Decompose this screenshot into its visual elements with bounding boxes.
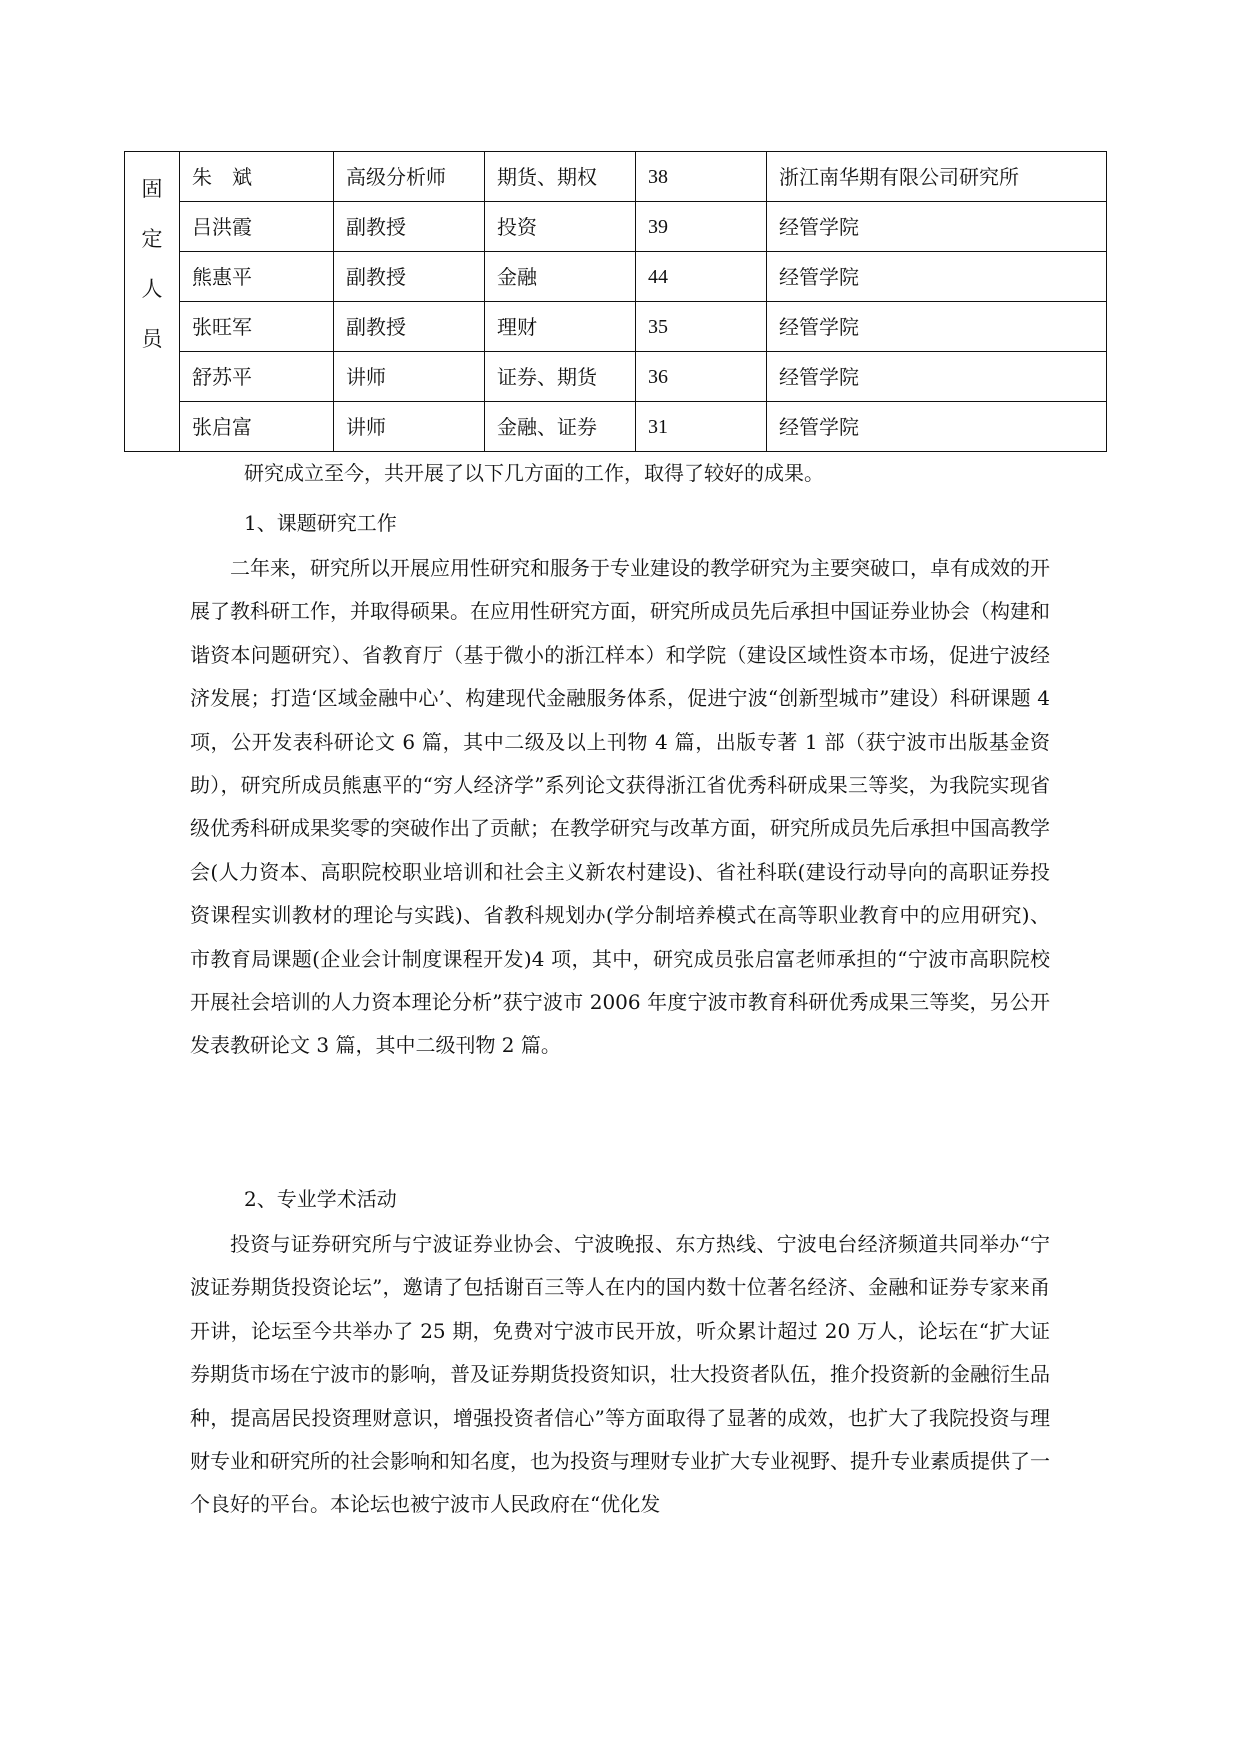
cell-age: 39 bbox=[636, 202, 767, 252]
cell-title: 副教授 bbox=[334, 302, 485, 352]
table-row bbox=[125, 252, 1107, 302]
cell-title: 讲师 bbox=[334, 402, 485, 452]
cell-unit: 经管学院 bbox=[767, 252, 1107, 302]
cell-field: 金融、证券 bbox=[485, 402, 636, 452]
section-paragraph-activities: 投资与证券研究所与宁波证券业协会、宁波晚报、东方热线、宁波电台经济频道共同举办“宁波证券期货投资论坛”，邀请了包括谢百三等人在内的国内数十位著名经济、金融和证券专家来甬开讲，论坛至今共举办了 25 期，免费对宁波市民开放，听众累计超过 20 万人，论坛在“扩大证券期货市场在宁波市的影响，普及证券期货投资知识，壮大投资者队伍，推介投资新的金融衍生品种，提高居民投资理财意识，增强投资者信心”等方面取得了显著的成效，也扩大了我院投资与理财专业和研究所的社会影响和知名度，也为投资与理财专业扩大专业视野、提升专业素质提供了一个良好的平台。本论坛也被宁波市人民政府在“优化发 bbox=[190, 1232, 1050, 1517]
cell-age: 38 bbox=[636, 152, 767, 202]
cell-age: 36 bbox=[636, 352, 767, 402]
cell-field: 金融 bbox=[485, 252, 636, 302]
table-row bbox=[125, 402, 1107, 452]
group-label-cell bbox=[125, 152, 180, 452]
table-row bbox=[125, 302, 1107, 352]
group-label: 固定人员 bbox=[141, 177, 163, 351]
cell-unit: 经管学院 bbox=[767, 202, 1107, 252]
cell-age: 31 bbox=[636, 402, 767, 452]
staff-table bbox=[124, 151, 1107, 452]
cell-field: 期货、期权 bbox=[485, 152, 636, 202]
section-paragraph-research: 二年来，研究所以开展应用性研究和服务于专业建设的教学研究为主要突破口，卓有成效的开展了教科研工作，并取得硕果。在应用性研究方面，研究所成员先后承担中国证券业协会（构建和谐资本问题研究）、省教育厅（基于微小的浙江样本）和学院（建设区域性资本市场，促进宁波经济发展；打造‘区域金融中心’、构建现代金融服务体系，促进宁波“创新型城市”建设）科研课题 4 项，公开发表科研论文 6 篇，其中二级及以上刊物 4 篇，出版专著 1 部（获宁波市出版基金资助），研究所成员熊惠平的“穷人经济学”系列论文获得浙江省优秀科研成果三等奖，为我院实现省级优秀科研成果奖零的突破作出了贡献；在教学研究与改革方面，研究所成员先后承担中国高教学会(人力资本、高职院校职业培训和社会主义新农村建设)、省社科联(建设行动导向的高职证券投资课程实训教材的理论与实践)、省教科规划办(学分制培养模式在高等职业教育中的应用研究)、市教育局课题(企业会计制度课程开发)4 项，其中，研究成员张启富老师承担的“宁波市高职院校开展社会培训的人力资本理论分析”获宁波市 2006 年度宁波市教育科研优秀成果三等奖，另公开发表教研论文 3 篇，其中二级刊物 2 篇。 bbox=[190, 556, 1050, 1058]
table-row bbox=[125, 202, 1107, 252]
cell-title: 副教授 bbox=[334, 202, 485, 252]
cell-age: 35 bbox=[636, 302, 767, 352]
cell-title: 副教授 bbox=[334, 252, 485, 302]
cell-name: 朱 斌 bbox=[180, 152, 334, 202]
cell-unit: 经管学院 bbox=[767, 352, 1107, 402]
staff-table-body bbox=[125, 152, 1107, 452]
cell-unit: 经管学院 bbox=[767, 302, 1107, 352]
intro-sentence: 研究成立至今，共开展了以下几方面的工作，取得了较好的成果。 bbox=[244, 461, 824, 485]
cell-name: 张旺军 bbox=[180, 302, 334, 352]
section-heading-research: 1、课题研究工作 bbox=[244, 511, 397, 535]
cell-field: 证券、期货 bbox=[485, 352, 636, 402]
cell-title: 讲师 bbox=[334, 352, 485, 402]
cell-name: 舒苏平 bbox=[180, 352, 334, 402]
cell-unit: 经管学院 bbox=[767, 402, 1107, 452]
cell-title: 高级分析师 bbox=[334, 152, 485, 202]
cell-name: 熊惠平 bbox=[180, 252, 334, 302]
cell-unit: 浙江南华期有限公司研究所 bbox=[767, 152, 1107, 202]
cell-field: 理财 bbox=[485, 302, 636, 352]
cell-age: 44 bbox=[636, 252, 767, 302]
cell-name: 吕洪霞 bbox=[180, 202, 334, 252]
cell-field: 投资 bbox=[485, 202, 636, 252]
table-row bbox=[125, 152, 1107, 202]
table-row bbox=[125, 352, 1107, 402]
cell-name: 张启富 bbox=[180, 402, 334, 452]
section-heading-activities: 2、专业学术活动 bbox=[244, 1187, 397, 1211]
